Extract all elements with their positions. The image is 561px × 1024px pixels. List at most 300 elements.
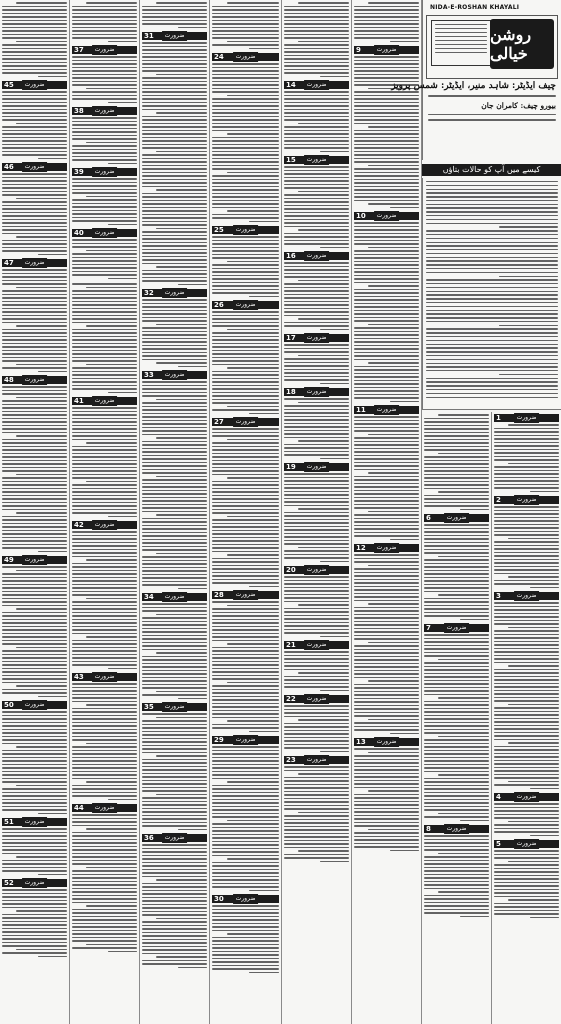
text-line [212, 678, 279, 680]
text-line [142, 186, 207, 188]
text-line [284, 62, 349, 64]
text-line [424, 449, 489, 451]
text-line [354, 726, 419, 728]
text-line [354, 469, 419, 471]
ad-number: 14 [286, 81, 296, 89]
ad-header [2, 879, 67, 887]
text-line [212, 116, 279, 118]
text-line [354, 13, 419, 15]
text-line [142, 60, 207, 62]
text-line [227, 367, 279, 369]
classified-ad [72, 168, 137, 225]
text-line [2, 626, 67, 628]
text-line [2, 495, 67, 497]
text-line [108, 951, 137, 953]
text-line [72, 149, 137, 151]
text-line [142, 546, 207, 548]
text-line [354, 773, 419, 775]
text-line [212, 495, 279, 497]
text-line [142, 16, 207, 18]
text-line [72, 722, 137, 724]
text-line [212, 446, 279, 448]
text-line [142, 851, 207, 853]
text-line [72, 156, 137, 158]
text-line [212, 140, 279, 142]
text-line [354, 423, 419, 425]
text-line [354, 394, 419, 396]
text-line [212, 876, 279, 878]
text-line [72, 428, 137, 430]
text-line [284, 226, 349, 228]
ad-number: 25 [214, 226, 224, 234]
text-line [354, 296, 419, 298]
text-line [72, 357, 137, 359]
ad-number: 2 [496, 496, 501, 504]
text-line [426, 204, 558, 205]
text-line [212, 346, 279, 348]
text-line [2, 523, 67, 525]
ad-label: ضرورت [162, 370, 188, 380]
text-line [354, 331, 419, 333]
editorial-heading: کیسے میں آپ کو حالات بتاؤں [422, 164, 561, 176]
text-line [494, 648, 559, 650]
text-line [212, 332, 279, 334]
text-line [354, 586, 419, 588]
text-line [212, 203, 279, 205]
text-line [284, 515, 349, 517]
text-line [212, 463, 279, 465]
text-line [142, 617, 207, 619]
classified-ad [494, 592, 559, 789]
text-line [212, 275, 279, 277]
ad-header [2, 81, 67, 89]
text-line [212, 961, 279, 963]
ad-text [2, 566, 67, 697]
text-line [354, 268, 419, 270]
text-line [142, 338, 207, 340]
classified-ad [142, 2, 207, 28]
text-line [212, 74, 279, 76]
text-line [72, 192, 137, 194]
ad-header [494, 592, 559, 600]
text-line [2, 587, 67, 589]
text-line [2, 533, 67, 535]
text-line [284, 712, 349, 714]
text-line [499, 276, 558, 277]
text-line [212, 774, 279, 776]
text-line [212, 399, 279, 401]
text-line [2, 900, 67, 902]
text-line [494, 613, 559, 615]
text-line [354, 355, 419, 357]
text-line [212, 491, 279, 493]
editorial-text [422, 178, 561, 410]
text-line [494, 517, 559, 519]
text-line [284, 494, 349, 496]
text-line [2, 566, 67, 568]
text-line [212, 130, 279, 132]
text-line [2, 771, 67, 773]
text-line [424, 802, 489, 804]
text-line [142, 81, 207, 83]
text-line [212, 268, 279, 270]
ad-header [494, 793, 559, 801]
text-line [284, 615, 349, 617]
text-line [72, 531, 137, 533]
text-line [368, 790, 419, 792]
text-line [284, 65, 349, 67]
text-line [156, 399, 207, 401]
text-line [354, 334, 419, 336]
text-line [2, 725, 67, 727]
text-line [438, 556, 489, 558]
text-line [2, 828, 67, 830]
ad-header [284, 156, 349, 164]
text-line [354, 123, 419, 125]
ad-header [284, 81, 349, 89]
text-line [284, 787, 349, 789]
text-line [320, 561, 349, 563]
text-line [2, 353, 67, 355]
text-line [284, 622, 349, 624]
text-line [354, 119, 419, 121]
text-line [212, 710, 279, 712]
classified-ad [424, 825, 489, 917]
text-line [354, 172, 419, 174]
text-line [142, 731, 207, 733]
ad-text [494, 602, 559, 789]
text-line [284, 69, 349, 71]
text-line [72, 594, 137, 596]
ad-label: ضرورت [304, 387, 330, 397]
text-line [212, 654, 279, 656]
text-line [72, 246, 137, 248]
text-line [284, 512, 349, 514]
text-line [354, 158, 419, 160]
text-line [72, 778, 137, 780]
text-line [212, 689, 279, 691]
text-line [354, 196, 419, 198]
text-line [86, 944, 137, 946]
text-line [142, 95, 207, 97]
classified-ad [142, 32, 207, 285]
text-line [2, 896, 67, 898]
text-line [354, 589, 419, 591]
ad-header [72, 397, 137, 405]
text-line [368, 165, 419, 167]
text-line [354, 722, 419, 724]
text-line [354, 264, 419, 266]
ad-text [284, 705, 349, 752]
text-line [212, 357, 279, 359]
text-line [354, 380, 419, 382]
text-line [72, 863, 137, 865]
text-line [2, 584, 67, 586]
classified-ad [424, 514, 489, 620]
text-line [354, 748, 419, 750]
classified-ad [72, 229, 137, 279]
text-line [2, 732, 67, 734]
text-line [16, 785, 67, 787]
text-line [354, 278, 419, 280]
text-line [212, 608, 279, 610]
text-line [426, 389, 558, 390]
text-line [424, 912, 489, 914]
text-line [424, 662, 489, 664]
ad-label: ضرورت [374, 543, 400, 553]
text-line [86, 88, 137, 90]
text-line [212, 848, 279, 850]
text-line [142, 53, 207, 55]
text-line [212, 753, 279, 755]
ad-text [354, 416, 419, 540]
text-line [142, 303, 207, 305]
text-line [212, 147, 279, 149]
text-line [212, 109, 279, 111]
text-line [2, 952, 67, 954]
text-line [249, 413, 279, 415]
text-line [16, 198, 67, 200]
text-line [72, 825, 137, 827]
text-line [424, 778, 489, 780]
text-line [212, 409, 279, 411]
text-line [227, 820, 279, 822]
text-line [494, 480, 559, 482]
text-line [424, 792, 489, 794]
text-line [494, 807, 559, 809]
ad-header [142, 32, 207, 40]
text-line [142, 277, 207, 279]
text-line [142, 359, 207, 361]
text-line [426, 223, 558, 224]
ad-text [212, 236, 279, 297]
text-line [212, 865, 279, 867]
text-line [320, 383, 349, 385]
text-line [108, 224, 137, 226]
ad-header [2, 259, 67, 267]
text-line [424, 563, 489, 565]
text-line [142, 140, 207, 142]
ad-number: 22 [286, 695, 296, 703]
ad-label: ضرورت [233, 590, 259, 600]
text-line [227, 210, 279, 212]
text-line [72, 498, 137, 500]
text-line [72, 264, 137, 266]
ad-number: 28 [214, 591, 224, 599]
text-line [424, 771, 489, 773]
text-line [424, 687, 489, 689]
text-line [354, 427, 419, 429]
ad-number: 43 [74, 673, 84, 681]
ad-header [284, 334, 349, 342]
text-line [212, 200, 279, 202]
text-line [212, 119, 279, 121]
text-line [72, 67, 137, 69]
text-line [72, 350, 137, 352]
text-line [2, 477, 67, 479]
text-line [212, 879, 279, 881]
text-line [142, 539, 207, 541]
classified-ad [284, 463, 349, 562]
ad-label: ضرورت [304, 565, 330, 575]
text-line [212, 388, 279, 390]
ad-label: ضرورت [304, 155, 330, 165]
text-line [284, 580, 349, 582]
text-line [298, 229, 349, 231]
text-line [368, 511, 419, 513]
text-line [298, 2, 349, 4]
text-line [298, 402, 349, 404]
text-line [354, 275, 419, 277]
text-line [212, 371, 279, 373]
text-line [72, 488, 137, 490]
text-line [227, 439, 279, 441]
ad-header [284, 641, 349, 649]
text-line [424, 467, 489, 469]
text-line [142, 535, 207, 537]
ad-number: 37 [74, 46, 84, 54]
text-line [72, 697, 137, 699]
text-line [460, 820, 489, 822]
text-line [426, 347, 558, 348]
text-line [2, 601, 67, 603]
text-line [354, 366, 419, 368]
text-line [368, 565, 419, 567]
text-line [142, 497, 207, 499]
text-line [86, 364, 137, 366]
ad-text [72, 117, 137, 164]
text-line [156, 2, 207, 4]
text-line [424, 676, 489, 678]
text-line [426, 287, 558, 288]
text-line [354, 783, 419, 785]
text-line [212, 619, 279, 621]
text-line [354, 804, 419, 806]
text-line [72, 484, 137, 486]
text-line [142, 738, 207, 740]
text-line [2, 668, 67, 670]
classified-ad [72, 521, 137, 669]
text-line [212, 254, 279, 256]
text-line [72, 739, 137, 741]
text-line [2, 240, 67, 242]
ad-number: 30 [214, 895, 224, 903]
classified-ad [212, 895, 279, 973]
text-line [354, 109, 419, 111]
text-line [284, 733, 349, 735]
text-line [72, 753, 137, 755]
text-line [494, 524, 559, 526]
text-line [354, 759, 419, 761]
text-line [212, 37, 279, 39]
ad-text [72, 239, 137, 279]
text-line [368, 434, 419, 436]
classified-ad [2, 556, 67, 697]
text-line [2, 13, 67, 15]
text-line [284, 801, 349, 803]
text-line [2, 311, 67, 313]
text-line [142, 939, 207, 941]
text-line [2, 212, 67, 214]
text-line [424, 460, 489, 462]
text-line [72, 16, 137, 18]
text-line [424, 577, 489, 579]
text-line [424, 425, 489, 427]
text-line [354, 670, 419, 672]
text-line [284, 744, 349, 746]
text-line [2, 547, 67, 549]
text-line [499, 374, 558, 375]
text-line [2, 467, 67, 469]
text-line [142, 942, 207, 944]
text-line [368, 247, 419, 249]
ad-header [284, 463, 349, 471]
text-line [284, 58, 349, 60]
text-line [142, 462, 207, 464]
ad-label: ضرورت [514, 792, 540, 802]
text-line [212, 402, 279, 404]
text-line [284, 126, 349, 128]
text-line [2, 907, 67, 909]
text-line [72, 715, 137, 717]
text-line [284, 344, 349, 346]
text-line [72, 736, 137, 738]
text-line [212, 905, 279, 907]
text-line [368, 203, 419, 205]
text-line [72, 470, 137, 472]
text-line [494, 725, 559, 727]
text-line [72, 446, 137, 448]
text-line [72, 690, 137, 692]
text-line [354, 63, 419, 65]
text-line [212, 77, 279, 79]
text-line [284, 826, 349, 828]
text-line [368, 324, 419, 326]
text-line [2, 276, 67, 278]
text-line [86, 828, 137, 830]
text-line [2, 718, 67, 720]
text-line [227, 643, 279, 645]
text-line [284, 30, 349, 32]
text-line [494, 850, 559, 852]
text-line [424, 743, 489, 745]
text-line [284, 27, 349, 29]
text-line [354, 77, 419, 79]
text-line [354, 635, 419, 637]
text-line [72, 77, 137, 79]
text-line [2, 30, 67, 32]
text-line [494, 739, 559, 741]
text-line [354, 687, 419, 689]
text-line [142, 734, 207, 736]
text-line [142, 797, 207, 799]
text-line [2, 460, 67, 462]
text-line [2, 692, 67, 694]
text-line [142, 897, 207, 899]
text-line [354, 233, 419, 235]
ad-text [354, 2, 419, 42]
text-line [2, 519, 67, 521]
ad-label: ضرورت [92, 106, 118, 116]
ad-label: ضرورت [92, 228, 118, 238]
text-line [142, 890, 207, 892]
text-line [2, 226, 67, 228]
text-line [354, 359, 419, 361]
ad-number: 10 [356, 212, 366, 220]
ad-text [72, 531, 137, 669]
text-line [354, 437, 419, 439]
ad-text [284, 651, 349, 691]
